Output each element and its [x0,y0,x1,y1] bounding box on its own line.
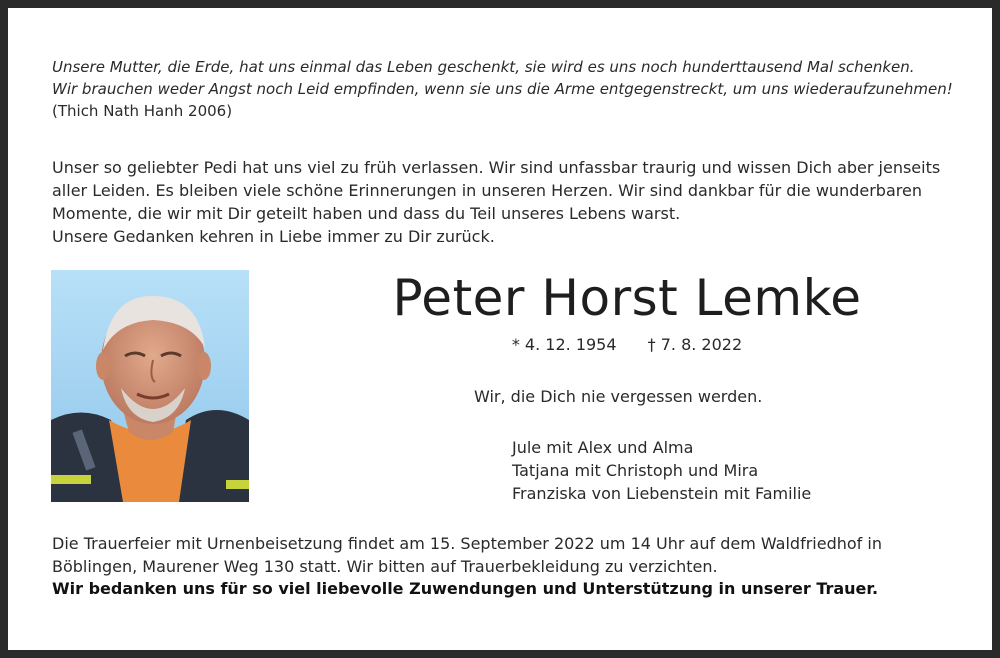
intro-line: Momente, die wir mit Dir geteilt haben und dass du Teil unseres Lebens warst. [52,204,681,223]
intro-text [52,156,972,248]
quote-block [52,56,972,122]
intro-line: Unser so geliebter Pedi hat uns viel zu früh verlassen. Wir sind unfassbar traurig und wissen Dich aber jenseits [52,158,941,177]
thanks-line: Wir bedanken uns für so viel liebevolle Zuwendungen und Unterstützung in unserer Trauer. [52,579,879,598]
farewell-line: Wir, die Dich nie vergessen werden. [474,387,763,406]
intro-line: aller Leiden. Es bleiben viele schöne Erinnerungen in unseren Herzen. Wir sind dankbar für die wunderbaren [52,181,922,200]
family-member: Tatjana mit Christoph und Mira [512,461,759,480]
closing-text [52,533,964,601]
quote-line: Unsere Mutter, die Erde, hat uns einmal das Leben geschenkt, sie wird es uns noch hunderttausend Mal schenken. [52,58,915,76]
funeral-info-line: Die Trauerfeier mit Urnenbeisetzung findet am 15. September 2022 um 14 Uhr auf dem Waldfriedhof in [52,534,882,553]
quote-citation: (Thich Nath Hanh 2006) [52,102,233,120]
death-date: † 7. 8. 2022 [647,335,743,354]
family-list [512,436,811,505]
birth-date: * 4. 12. 1954 [511,335,617,354]
deceased-name: Peter Horst Lemke [392,269,862,327]
portrait-illustration [51,270,249,502]
portrait-photo [51,270,249,502]
family-member: Franziska von Liebenstein mit Familie [512,484,812,503]
intro-line: Unsere Gedanken kehren in Liebe immer zu Dir zurück. [52,227,495,246]
life-dates [258,334,996,356]
family-member: Jule mit Alex und Alma [512,438,694,457]
funeral-info-line: Böblingen, Maurener Weg 130 statt. Wir bitten auf Trauerbekleidung zu verzichten. [52,556,718,576]
quote-line: Wir brauchen weder Angst noch Leid empfinden, wenn sie uns die Arme entgegenstreckt, um uns wiederaufzunehmen! [52,80,953,98]
